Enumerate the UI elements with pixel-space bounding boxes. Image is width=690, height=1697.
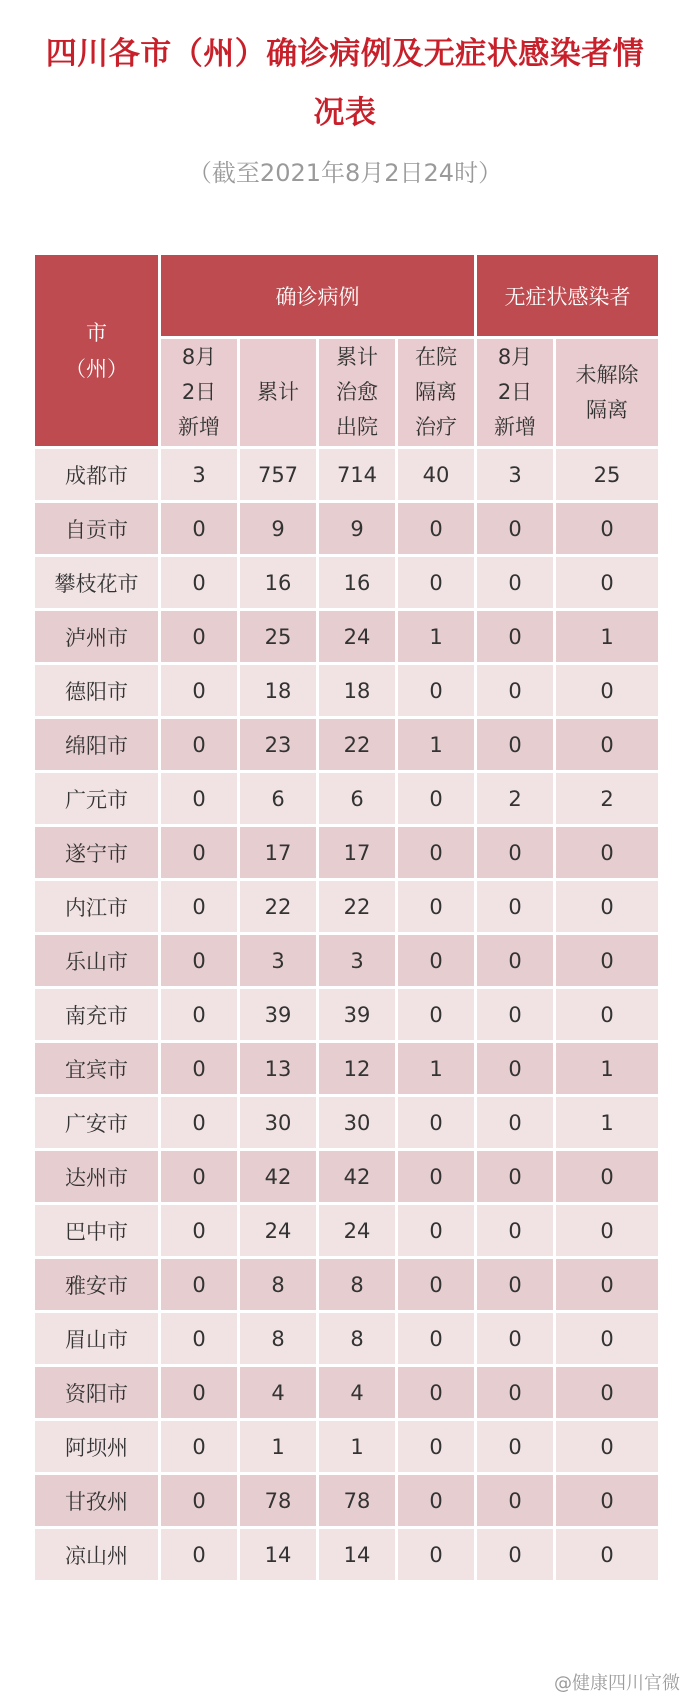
value-cell: 0	[476, 1366, 555, 1420]
value-cell: 12	[318, 1042, 397, 1096]
value-cell: 0	[397, 934, 476, 988]
value-cell: 0	[476, 556, 555, 610]
city-name-cell: 甘孜州	[34, 1474, 160, 1528]
page-title-line-1: 四川各市（州）确诊病例及无症状感染者情	[45, 36, 645, 72]
value-cell: 0	[555, 664, 660, 718]
value-cell: 42	[318, 1150, 397, 1204]
city-name-cell: 内江市	[34, 880, 160, 934]
value-cell: 0	[476, 1420, 555, 1474]
table-body	[34, 448, 660, 1582]
city-name-cell: 德阳市	[34, 664, 160, 718]
value-cell: 0	[476, 1042, 555, 1096]
value-cell: 0	[160, 664, 239, 718]
city-name-cell: 自贡市	[34, 502, 160, 556]
table-row	[34, 880, 660, 934]
value-cell: 0	[160, 934, 239, 988]
sub-header-cell	[555, 338, 660, 448]
value-cell: 0	[555, 1528, 660, 1582]
value-cell: 8	[318, 1258, 397, 1312]
value-cell: 8	[318, 1312, 397, 1366]
value-cell: 6	[318, 772, 397, 826]
value-cell: 0	[397, 1474, 476, 1528]
sub-header-line: 在院	[415, 345, 457, 369]
value-cell: 0	[476, 880, 555, 934]
value-cell: 3	[239, 934, 318, 988]
value-cell: 1	[555, 610, 660, 664]
value-cell: 39	[318, 988, 397, 1042]
value-cell: 0	[160, 1312, 239, 1366]
value-cell: 0	[160, 1204, 239, 1258]
value-cell: 3	[476, 448, 555, 502]
city-name-cell: 凉山州	[34, 1528, 160, 1582]
value-cell: 0	[397, 664, 476, 718]
value-cell: 22	[318, 880, 397, 934]
value-cell: 0	[555, 718, 660, 772]
value-cell: 0	[397, 502, 476, 556]
city-name-cell: 雅安市	[34, 1258, 160, 1312]
value-cell: 0	[397, 826, 476, 880]
city-name-cell: 资阳市	[34, 1366, 160, 1420]
page-subtitle: （截至2021年8月2日24时）	[187, 159, 503, 187]
value-cell: 0	[160, 1096, 239, 1150]
value-cell: 18	[239, 664, 318, 718]
value-cell: 8	[239, 1258, 318, 1312]
value-cell: 0	[397, 1420, 476, 1474]
sub-header-cell	[397, 338, 476, 448]
value-cell: 0	[160, 502, 239, 556]
value-cell: 0	[160, 718, 239, 772]
sub-header-cell	[318, 338, 397, 448]
table-row	[34, 448, 660, 502]
value-cell: 9	[318, 502, 397, 556]
value-cell: 30	[239, 1096, 318, 1150]
value-cell: 757	[239, 448, 318, 502]
page-title-line-2: 况表	[313, 95, 377, 131]
table-row	[34, 1258, 660, 1312]
value-cell: 0	[555, 1312, 660, 1366]
value-cell: 0	[476, 826, 555, 880]
value-cell: 42	[239, 1150, 318, 1204]
weibo-watermark: @健康四川官微	[554, 1673, 680, 1694]
value-cell: 0	[476, 664, 555, 718]
city-name-cell: 广安市	[34, 1096, 160, 1150]
sub-header-line: 隔离	[415, 380, 457, 404]
value-cell: 30	[318, 1096, 397, 1150]
table-row	[34, 1042, 660, 1096]
value-cell: 1	[397, 718, 476, 772]
table-row	[34, 1096, 660, 1150]
city-header-line: （州）	[65, 356, 128, 381]
value-cell: 0	[476, 1474, 555, 1528]
sub-header-line: 出院	[336, 415, 378, 439]
table-row	[34, 1204, 660, 1258]
value-cell: 0	[397, 1312, 476, 1366]
value-cell: 16	[318, 556, 397, 610]
value-cell: 0	[555, 826, 660, 880]
value-cell: 1	[555, 1042, 660, 1096]
sub-header-cell	[239, 338, 318, 448]
value-cell: 0	[397, 988, 476, 1042]
value-cell: 0	[160, 772, 239, 826]
value-cell: 14	[318, 1528, 397, 1582]
city-column-header	[34, 254, 160, 448]
value-cell: 0	[476, 1258, 555, 1312]
value-cell: 0	[476, 718, 555, 772]
table-row	[34, 1420, 660, 1474]
value-cell: 714	[318, 448, 397, 502]
table-row	[34, 772, 660, 826]
value-cell: 0	[555, 1420, 660, 1474]
city-name-cell: 绵阳市	[34, 718, 160, 772]
value-cell: 24	[318, 610, 397, 664]
value-cell: 0	[397, 556, 476, 610]
sub-header-line: 治疗	[415, 415, 457, 439]
value-cell: 22	[318, 718, 397, 772]
table-row	[34, 610, 660, 664]
sub-header-line: 2日	[181, 380, 217, 404]
sub-header-cell	[160, 338, 239, 448]
value-cell: 1	[397, 1042, 476, 1096]
value-cell: 17	[239, 826, 318, 880]
value-cell: 0	[555, 1150, 660, 1204]
case-table	[32, 252, 661, 1583]
value-cell: 0	[160, 1150, 239, 1204]
value-cell: 24	[318, 1204, 397, 1258]
value-cell: 0	[160, 556, 239, 610]
value-cell: 24	[239, 1204, 318, 1258]
value-cell: 0	[476, 610, 555, 664]
value-cell: 25	[239, 610, 318, 664]
value-cell: 78	[318, 1474, 397, 1528]
value-cell: 3	[160, 448, 239, 502]
value-cell: 0	[555, 988, 660, 1042]
value-cell: 0	[397, 1096, 476, 1150]
city-name-cell: 泸州市	[34, 610, 160, 664]
value-cell: 0	[397, 1258, 476, 1312]
value-cell: 6	[239, 772, 318, 826]
value-cell: 0	[397, 1528, 476, 1582]
sub-header-line: 隔离	[586, 397, 628, 422]
value-cell: 1	[397, 610, 476, 664]
value-cell: 1	[318, 1420, 397, 1474]
value-cell: 0	[160, 880, 239, 934]
sub-header-line: 新增	[178, 415, 220, 439]
value-cell: 0	[476, 988, 555, 1042]
table-row	[34, 1528, 660, 1582]
value-cell: 0	[160, 988, 239, 1042]
value-cell: 14	[239, 1528, 318, 1582]
table-row	[34, 1312, 660, 1366]
value-cell: 0	[476, 934, 555, 988]
table-row	[34, 664, 660, 718]
city-name-cell: 南充市	[34, 988, 160, 1042]
value-cell: 1	[239, 1420, 318, 1474]
city-name-cell: 遂宁市	[34, 826, 160, 880]
value-cell: 1	[555, 1096, 660, 1150]
sub-header-line: 8月	[497, 345, 533, 369]
value-cell: 2	[476, 772, 555, 826]
value-cell: 16	[239, 556, 318, 610]
value-cell: 0	[160, 1042, 239, 1096]
value-cell: 23	[239, 718, 318, 772]
value-cell: 0	[555, 556, 660, 610]
table-row	[34, 988, 660, 1042]
sub-header-line: 8月	[181, 345, 217, 369]
sub-header-line: 新增	[494, 415, 536, 439]
value-cell: 0	[476, 1096, 555, 1150]
value-cell: 2	[555, 772, 660, 826]
value-cell: 0	[555, 1204, 660, 1258]
value-cell: 0	[555, 502, 660, 556]
value-cell: 0	[476, 1528, 555, 1582]
value-cell: 0	[160, 610, 239, 664]
value-cell: 78	[239, 1474, 318, 1528]
value-cell: 0	[160, 1366, 239, 1420]
value-cell: 4	[318, 1366, 397, 1420]
city-header-line: 市	[86, 320, 107, 345]
sub-header-line: 累计	[336, 345, 378, 369]
value-cell: 0	[555, 934, 660, 988]
table-row	[34, 556, 660, 610]
city-name-cell: 攀枝花市	[34, 556, 160, 610]
value-cell: 0	[397, 1150, 476, 1204]
value-cell: 40	[397, 448, 476, 502]
value-cell: 0	[160, 1528, 239, 1582]
city-name-cell: 阿坝州	[34, 1420, 160, 1474]
value-cell: 0	[397, 772, 476, 826]
value-cell: 0	[555, 880, 660, 934]
value-cell: 22	[239, 880, 318, 934]
value-cell: 0	[555, 1474, 660, 1528]
city-name-cell: 巴中市	[34, 1204, 160, 1258]
value-cell: 0	[476, 1150, 555, 1204]
value-cell: 0	[555, 1258, 660, 1312]
city-name-cell: 广元市	[34, 772, 160, 826]
sub-header-cell	[476, 338, 555, 448]
value-cell: 18	[318, 664, 397, 718]
value-cell: 0	[397, 880, 476, 934]
value-cell: 8	[239, 1312, 318, 1366]
table-row	[34, 1150, 660, 1204]
city-name-cell: 宜宾市	[34, 1042, 160, 1096]
asymptomatic-group-header: 无症状感染者	[476, 254, 660, 338]
city-name-cell: 达州市	[34, 1150, 160, 1204]
city-name-cell: 乐山市	[34, 934, 160, 988]
sub-header-line: 累计	[257, 380, 299, 404]
value-cell: 9	[239, 502, 318, 556]
table-row	[34, 502, 660, 556]
value-cell: 17	[318, 826, 397, 880]
value-cell: 0	[160, 1258, 239, 1312]
table-row	[34, 1474, 660, 1528]
value-cell: 4	[239, 1366, 318, 1420]
value-cell: 0	[555, 1366, 660, 1420]
value-cell: 0	[160, 1420, 239, 1474]
table-row	[34, 826, 660, 880]
value-cell: 13	[239, 1042, 318, 1096]
value-cell: 25	[555, 448, 660, 502]
table-row	[34, 934, 660, 988]
value-cell: 39	[239, 988, 318, 1042]
value-cell: 0	[476, 502, 555, 556]
value-cell: 0	[476, 1204, 555, 1258]
value-cell: 0	[397, 1366, 476, 1420]
value-cell: 0	[476, 1312, 555, 1366]
city-name-cell: 眉山市	[34, 1312, 160, 1366]
value-cell: 0	[397, 1204, 476, 1258]
confirmed-group-header: 确诊病例	[160, 254, 476, 338]
value-cell: 3	[318, 934, 397, 988]
sub-header-line: 2日	[497, 380, 533, 404]
table-row	[34, 1366, 660, 1420]
value-cell: 0	[160, 1474, 239, 1528]
value-cell: 0	[160, 826, 239, 880]
city-name-cell: 成都市	[34, 448, 160, 502]
sub-header-line: 治愈	[336, 380, 378, 404]
table-row	[34, 718, 660, 772]
sub-header-line: 未解除	[575, 362, 639, 387]
